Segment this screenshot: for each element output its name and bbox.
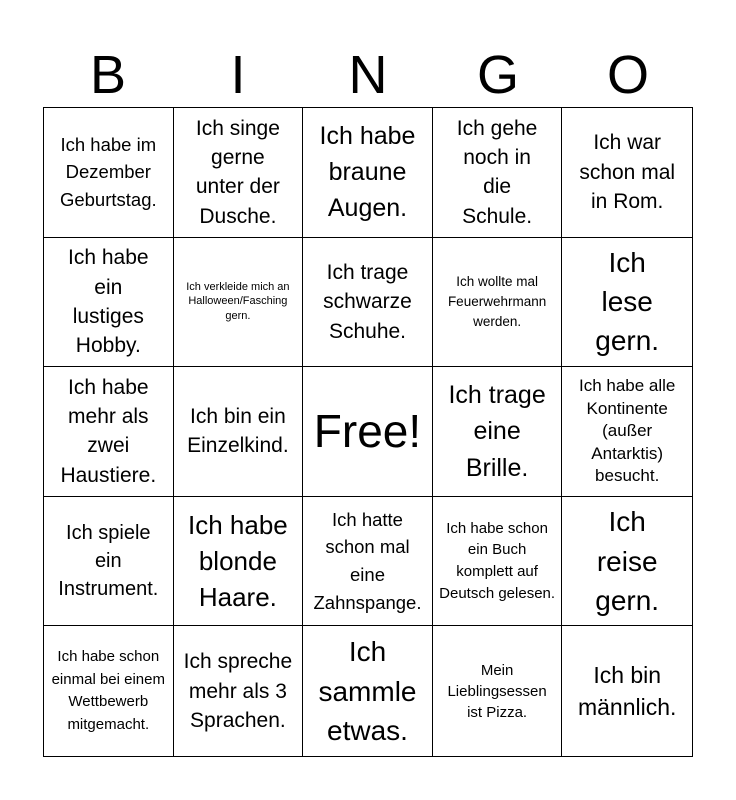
bingo-cell-r2-c1[interactable] (44, 238, 174, 368)
bingo-cell-r3-c1[interactable] (44, 367, 174, 497)
cell-text: Ich lese gern. (595, 247, 660, 357)
bingo-cell-r1-c4[interactable] (433, 108, 563, 238)
cell-text: Ich habe alle Kontinente (außer Antarktis) besucht. (578, 375, 676, 486)
header-letter-o: O (606, 45, 649, 105)
cell-text: Ich habe mehr als zwei Haustiere. (60, 375, 157, 487)
bingo-cell-r1-c3[interactable] (303, 108, 433, 238)
bingo-cell-r4-c4[interactable] (433, 497, 563, 627)
cell-text: Ich habe ein lustiges Hobby. (68, 246, 149, 358)
bingo-cell-r2-c4[interactable] (433, 238, 563, 368)
bingo-cell-r5-c3[interactable] (303, 626, 433, 756)
bingo-board (43, 107, 693, 757)
bingo-cell-r5-c2[interactable] (174, 626, 304, 756)
bingo-cell-r4-c1[interactable] (44, 497, 174, 627)
cell-text: Ich habe im Dezember Geburtstag. (59, 133, 157, 211)
header-letter-b: B (89, 45, 127, 105)
cell-text: Ich habe schon einmal bei einem Wettbewerb mitgemacht. (51, 648, 165, 733)
cell-text: Ich sammle etwas. (318, 636, 417, 746)
free-space-text: Free! (313, 405, 422, 458)
cell-text: Ich verkleide mich an Halloween/Fasching gern. (186, 280, 290, 323)
bingo-cell-r4-c3[interactable] (303, 497, 433, 627)
cell-text: Ich habe schon ein Buch komplett auf Deutsch gelesen. (439, 519, 556, 602)
header-letter-i: I (230, 45, 246, 105)
cell-text: Ich spreche mehr als 3 Sprachen. (183, 650, 293, 732)
bingo-cell-r5-c4[interactable] (433, 626, 563, 756)
cell-text: Ich gehe noch in die Schule. (456, 116, 538, 228)
cell-text: Ich habe blonde Haare. (188, 509, 288, 613)
cell-text: Ich bin männlich. (577, 662, 677, 721)
cell-text: Mein Lieblingsessen ist Pizza. (447, 661, 547, 721)
bingo-cell-r4-c2[interactable] (174, 497, 304, 627)
bingo-header (43, 44, 693, 106)
cell-text: Ich war schon mal in Rom. (579, 131, 676, 213)
bingo-cell-r4-c5[interactable] (562, 497, 692, 627)
bingo-cell-free[interactable] (303, 367, 433, 497)
bingo-cell-r2-c3[interactable] (303, 238, 433, 368)
cell-text: Ich trage eine Brille. (448, 381, 546, 482)
cell-text: Ich hatte schon mal eine Zahnspange. (313, 508, 422, 613)
bingo-cell-r3-c2[interactable] (174, 367, 304, 497)
cell-text: Ich habe braune Augen. (319, 121, 416, 223)
bingo-cell-r2-c2[interactable] (174, 238, 304, 368)
bingo-cell-r1-c5[interactable] (562, 108, 692, 238)
bingo-cell-r3-c5[interactable] (562, 367, 692, 497)
bingo-cell-r5-c5[interactable] (562, 626, 692, 756)
cell-text: Ich spiele ein Instrument. (58, 522, 159, 601)
cell-text: Ich reise gern. (595, 506, 660, 616)
header-letter-g: G (476, 45, 519, 105)
cell-text: Ich singe gerne unter der Dusche. (195, 116, 280, 228)
bingo-cell-r3-c4[interactable] (433, 367, 563, 497)
header-letter-n: N (348, 45, 388, 105)
bingo-cell-r5-c1[interactable] (44, 626, 174, 756)
bingo-cell-r1-c1[interactable] (44, 108, 174, 238)
cell-text: Ich trage schwarze Schuhe. (323, 260, 412, 343)
cell-text: Ich bin ein Einzelkind. (187, 405, 289, 458)
bingo-cell-r2-c5[interactable] (562, 238, 692, 368)
cell-text: Ich wollte mal Feuerwehrmann werden. (447, 273, 547, 330)
bingo-cell-r1-c2[interactable] (174, 108, 304, 238)
